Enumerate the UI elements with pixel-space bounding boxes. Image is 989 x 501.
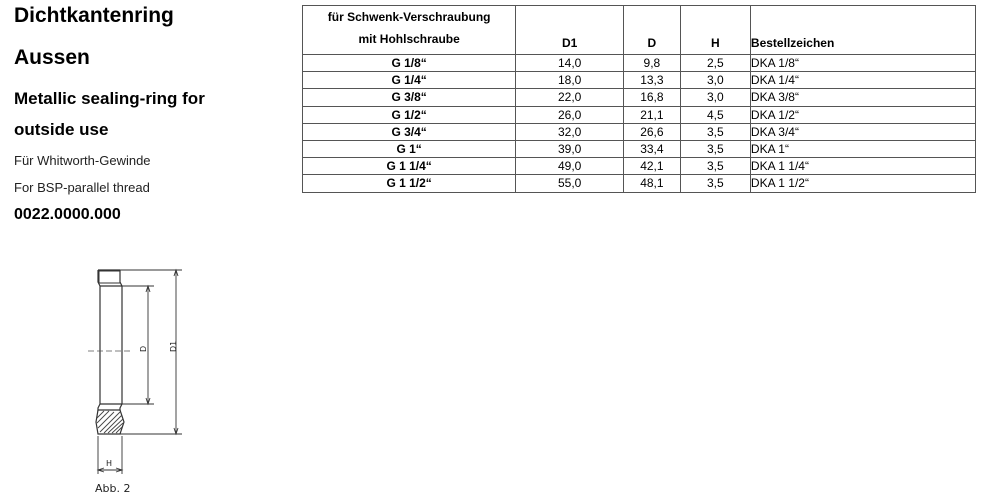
header-h: H [680, 6, 750, 55]
cell-d1: 18,0 [516, 72, 624, 89]
table-row [303, 140, 976, 157]
cell-d: 42,1 [624, 158, 681, 175]
cell-d: 9,8 [624, 55, 681, 72]
dimension-h-label: H [106, 459, 113, 468]
cell-d1: 32,0 [516, 123, 624, 140]
spec-table [302, 5, 976, 193]
cell-d: 26,6 [624, 123, 681, 140]
cell-d1: 55,0 [516, 175, 624, 192]
cell-order-code: DKA 1 1/2“ [750, 175, 975, 192]
header-connection [303, 6, 516, 55]
header-connection-line2: mit Hohlschraube [358, 32, 460, 46]
cell-d1: 49,0 [516, 158, 624, 175]
table-row [303, 175, 976, 192]
ring-section-top [99, 271, 120, 283]
cell-d: 21,1 [624, 106, 681, 123]
cell-h: 3,0 [680, 89, 750, 106]
figure-label: Abb. 2 [95, 482, 131, 495]
cell-d: 13,3 [624, 72, 681, 89]
cell-connection: G 1/8“ [303, 55, 516, 72]
cell-h: 3,0 [680, 72, 750, 89]
table-row [303, 72, 976, 89]
sealing-ring-drawing [70, 262, 220, 497]
cell-order-code: DKA 1 1/4“ [750, 158, 975, 175]
table-row [303, 106, 976, 123]
cell-d1: 22,0 [516, 89, 624, 106]
cell-connection: G 3/4“ [303, 123, 516, 140]
table-row [303, 55, 976, 72]
cell-d1: 14,0 [516, 55, 624, 72]
part-number: 0022.0000.000 [14, 206, 121, 223]
header-order-code: Bestellzeichen [750, 6, 975, 55]
cell-d: 48,1 [624, 175, 681, 192]
cell-connection: G 1/2“ [303, 106, 516, 123]
dimension-d [122, 286, 154, 404]
table-row [303, 158, 976, 175]
cell-d: 16,8 [624, 89, 681, 106]
product-title-de: Dichtkantenring [14, 4, 174, 27]
cell-d1: 39,0 [516, 140, 624, 157]
cell-connection: G 1 1/4“ [303, 158, 516, 175]
header-connection-line1: für Schwenk-Verschraubung [327, 10, 491, 24]
cell-h: 3,5 [680, 158, 750, 175]
ring-section-bottom [96, 410, 124, 434]
cell-order-code: DKA 1/8“ [750, 55, 975, 72]
table-row [303, 89, 976, 106]
cell-connection: G 1“ [303, 140, 516, 157]
table-body [303, 55, 976, 193]
cell-order-code: DKA 3/8“ [750, 89, 975, 106]
dimension-h [98, 436, 122, 474]
cell-order-code: DKA 1/4“ [750, 72, 975, 89]
product-title-de-line2: Aussen [14, 46, 90, 69]
thread-note-de: Für Whitworth-Gewinde [14, 153, 151, 168]
table-row [303, 123, 976, 140]
dimension-d1-label: D1 [169, 340, 178, 352]
thread-note-en: For BSP-parallel thread [14, 180, 150, 195]
cell-order-code: DKA 3/4“ [750, 123, 975, 140]
cell-d: 33,4 [624, 140, 681, 157]
product-title-en: Metallic sealing-ring for [14, 89, 205, 108]
cell-h: 2,5 [680, 55, 750, 72]
product-title-en-line2: outside use [14, 120, 109, 139]
cell-h: 4,5 [680, 106, 750, 123]
cell-h: 3,5 [680, 175, 750, 192]
cell-order-code: DKA 1/2“ [750, 106, 975, 123]
cell-connection: G 1 1/2“ [303, 175, 516, 192]
cell-h: 3,5 [680, 140, 750, 157]
cell-d1: 26,0 [516, 106, 624, 123]
dimension-d-label: D [139, 345, 148, 352]
cell-connection: G 3/8“ [303, 89, 516, 106]
header-d1: D1 [516, 6, 624, 55]
cell-order-code: DKA 1“ [750, 140, 975, 157]
header-d: D [624, 6, 681, 55]
cell-connection: G 1/4“ [303, 72, 516, 89]
table-header-row [303, 6, 976, 55]
cell-h: 3,5 [680, 123, 750, 140]
